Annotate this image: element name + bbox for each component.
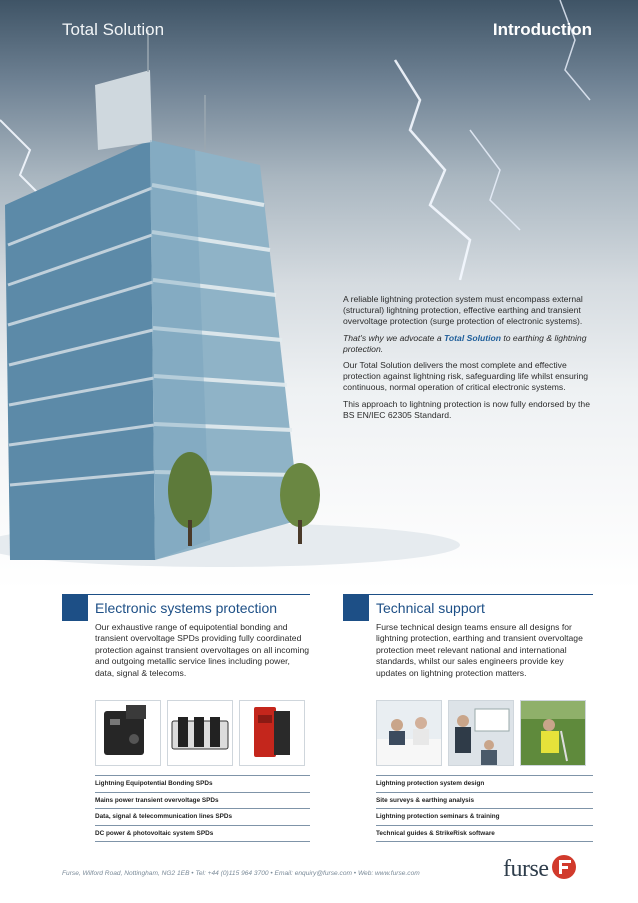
product-photos — [95, 700, 305, 766]
footer-address: Furse, Wilford Road, Nottingham, NG2 1EB • Tel: +44 (0)115 964 3700 • Email: enquiry@furse.com • Web: www.furse.com — [62, 870, 420, 877]
mains-spd-product-image — [167, 700, 233, 766]
logo-text: furse — [503, 856, 549, 882]
section-title: Total Solution — [62, 20, 165, 39]
tagline-start: That's why we advocate a — [343, 332, 444, 343]
product-list — [95, 775, 310, 842]
section-heading: Electronic systems protection — [95, 600, 278, 616]
intro-text — [343, 294, 595, 426]
section-header — [343, 594, 593, 621]
data-spd-product-image — [239, 700, 305, 766]
electronic-systems-section — [62, 594, 310, 837]
section-marker — [62, 595, 88, 621]
intro-paragraph: Our Total Solution delivers the most complete and effective protection against lightning risk, safeguarding life whilst ensuring continuous, normal operation of critical electronic systems. — [343, 360, 589, 393]
list-item: Data, signal & telecommunication lines SPDs — [95, 808, 310, 825]
tagline-end: to earthing & lightning protection. — [343, 332, 587, 354]
site-survey-photo — [520, 700, 586, 766]
logo-mark-icon — [551, 854, 577, 885]
intro-paragraph: This approach to lightning protection is now fully endorsed by the BS EN/IEC 62305 Standard. — [343, 398, 590, 420]
list-item: DC power & photovoltaic system SPDs — [95, 825, 310, 843]
list-item: Site surveys & earthing analysis — [376, 792, 593, 809]
total-solution-highlight: Total Solution — [444, 332, 501, 343]
section-marker — [343, 595, 369, 621]
section-description: Furse technical design teams ensure all designs for lightning protection, earthing and transient overvoltage protection meet relevant national and international standards, whilst our sales engineers provide key updates on lightning protection matters. — [376, 622, 583, 678]
page-title: Introduction — [492, 20, 592, 39]
list-item: Lightning protection system design — [376, 775, 593, 792]
list-item: Lightning Equipotential Bonding SPDs — [95, 775, 310, 792]
spd-product-image — [95, 700, 161, 766]
design-meeting-photo — [376, 700, 442, 766]
list-item: Lightning protection seminars & training — [376, 808, 593, 825]
section-heading: Technical support — [376, 600, 485, 616]
intro-tagline — [343, 333, 595, 355]
list-item: Mains power transient overvoltage SPDs — [95, 792, 310, 809]
furse-logo — [503, 854, 577, 885]
section-description: Our exhaustive range of equipotential bonding and transient overvoltage SPDs providing fully coordinated protection against transient overvoltages on all incoming and outgoing metallic service lines including power, data, signal & telecoms. — [95, 622, 310, 678]
intro-paragraph: A reliable lightning protection system must encompass external (structural) lightning protection, effective earthing and transient overvoltage protection (surge protection of electronic systems). — [343, 294, 583, 327]
technical-support-section — [343, 594, 593, 837]
list-item: Technical guides & StrikeRisk software — [376, 825, 593, 843]
service-list — [376, 775, 593, 842]
section-header — [62, 594, 310, 621]
support-photos — [376, 700, 586, 766]
seminar-photo — [448, 700, 514, 766]
